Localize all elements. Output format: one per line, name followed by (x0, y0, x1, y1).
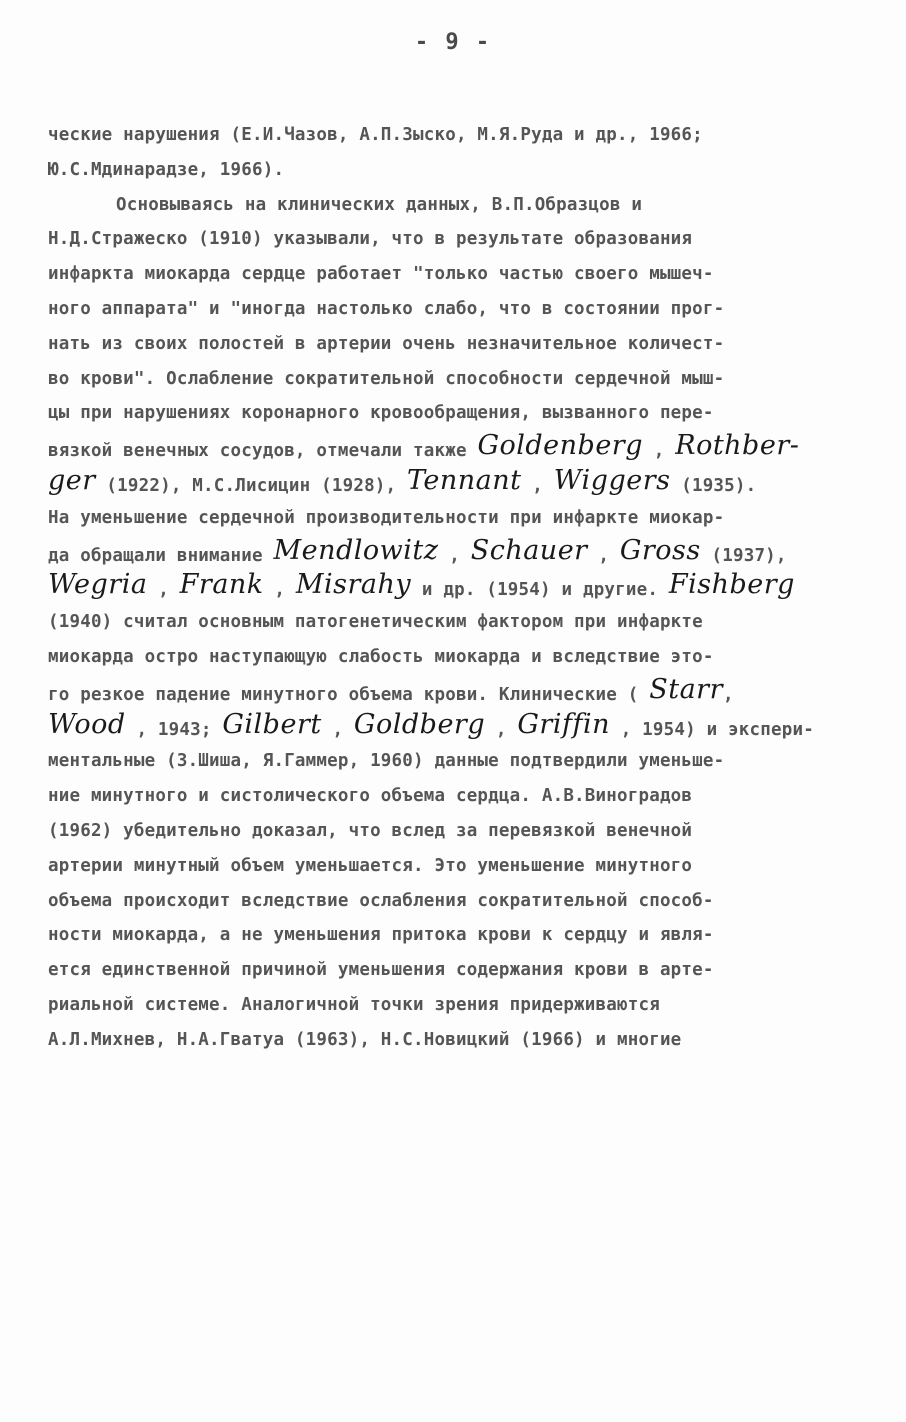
text-run: (1940) считал основным патогенетическим фактором при инфаркте (48, 612, 703, 633)
text-line (48, 744, 868, 779)
text-run: , (438, 545, 471, 566)
text-line (48, 814, 868, 849)
text-line (48, 884, 868, 919)
text-run: го резкое падение минутного объема крови. Клинические ( (48, 684, 650, 705)
text-run: , (321, 719, 354, 740)
text-run: цы при нарушениях коронарного кровообращения, вызванного пере- (48, 403, 714, 424)
text-line (48, 118, 868, 153)
text-run: Ю.С.Мдинарадзе, 1966). (48, 159, 285, 180)
text-run: На уменьшение сердечной производительности при инфаркте миокар- (48, 507, 725, 528)
text-run: ности миокарда, а не уменьшения притока крови к сердцу и явля- (48, 925, 714, 946)
handwritten-name: Frank (179, 569, 264, 601)
handwritten-name: Griffin (517, 708, 610, 740)
text-run: , (485, 719, 518, 740)
text-line (48, 675, 868, 710)
text-run: ментальные (З.Шиша, Я.Гаммер, 1960) данные подтвердили уменьше- (48, 751, 725, 772)
text-run: да обращали внимание (48, 545, 274, 566)
paragraph-start-line (48, 188, 868, 223)
handwritten-name: Starr (649, 673, 723, 705)
text-run: , 1954) и экспери- (609, 719, 814, 740)
handwritten-name: Wegria (48, 569, 148, 601)
handwritten-name: Goldenberg (477, 430, 644, 462)
text-line (48, 257, 868, 292)
text-line (48, 153, 868, 188)
text-run: (1935). (670, 475, 757, 496)
text-run: нать из своих полостей в артерии очень незначительное количест- (48, 333, 725, 354)
text-line (48, 396, 868, 431)
text-run: ческие нарушения (Е.И.Чазов, А.П.Зыско, М.Я.Руда и др., 1966; (48, 125, 703, 145)
text-line (48, 536, 868, 571)
text-run: миокарда остро наступающую слабость миокарда и вследствие это- (48, 646, 714, 667)
text-line (48, 362, 868, 397)
text-line (48, 710, 868, 745)
handwritten-name: Misrahy (295, 569, 412, 601)
text-run: , 1943; (125, 719, 223, 740)
text-run: ется единственной причиной уменьшения содержания крови в арте- (48, 960, 714, 981)
text-run: ние минутного и систолического объема сердца. А.В.Виноградов (48, 786, 693, 807)
text-line (48, 953, 868, 988)
text-line (48, 222, 868, 257)
handwritten-name: Fishberg (668, 569, 795, 601)
text-run: , (722, 684, 734, 705)
text-run: инфаркта миокарда сердце работает "только частью своего мышеч- (48, 264, 714, 285)
text-run: , (643, 441, 676, 462)
text-run: вязкой венечных сосудов, отмечали также (48, 441, 478, 462)
text-run: ного аппарата" и "иногда настолько слабо, что в состоянии прог- (48, 298, 725, 319)
text-run: , (587, 545, 620, 566)
text-run: Н.Д.Стражеско (1910) указывали, что в результате образования (48, 229, 693, 250)
handwritten-name: Rothber- (675, 430, 800, 462)
handwritten-name: Wood (48, 708, 126, 740)
text-line (48, 466, 868, 501)
text-line (48, 988, 868, 1023)
text-line (48, 327, 868, 362)
handwritten-name: ger (48, 464, 96, 496)
text-run: объема происходит вследствие ослабления сократительной способ- (48, 890, 714, 911)
page-number: - 9 - (414, 30, 492, 55)
text-run: (1937), (700, 545, 787, 566)
text-run: А.Л.Михнев, Н.А.Гватуа (1963), Н.С.Новицкий (1966) и многие (48, 1029, 682, 1050)
handwritten-name: Mendlowitz (273, 534, 439, 566)
text-run: , (263, 580, 296, 601)
handwritten-name: Tennant (407, 464, 522, 496)
text-run: , (521, 475, 554, 496)
handwritten-name: Goldberg (353, 708, 486, 740)
text-line (48, 501, 868, 536)
text-line (48, 640, 868, 675)
text-run: во крови". Ослабление сократительной способности сердечной мыш- (48, 368, 725, 389)
text-run: (1962) убедительно доказал, что вслед за перевязкой венечной (48, 820, 693, 841)
text-line (48, 779, 868, 814)
text-run: Основываясь на клинических данных, В.П.Образцов и (116, 194, 643, 215)
text-line (48, 849, 868, 884)
text-line (48, 918, 868, 953)
text-run: , (147, 580, 180, 601)
handwritten-name: Gilbert (222, 708, 322, 740)
text-run: (1922), М.С.Лисицин (1928), (95, 475, 408, 496)
text-line (48, 570, 868, 605)
text-line (48, 431, 868, 466)
body-text (48, 118, 868, 1058)
text-line (48, 292, 868, 327)
text-run: и др. (1954) и другие. (411, 580, 669, 601)
text-line (48, 605, 868, 640)
handwritten-name: Wiggers (553, 464, 671, 496)
handwritten-name: Gross (619, 534, 701, 566)
text-line (48, 1023, 868, 1058)
text-run: артерии минутный объем уменьшается. Это уменьшение минутного (48, 855, 693, 876)
handwritten-name: Schauer (470, 534, 588, 566)
text-run: риальной системе. Аналогичной точки зрения придерживаются (48, 994, 660, 1015)
